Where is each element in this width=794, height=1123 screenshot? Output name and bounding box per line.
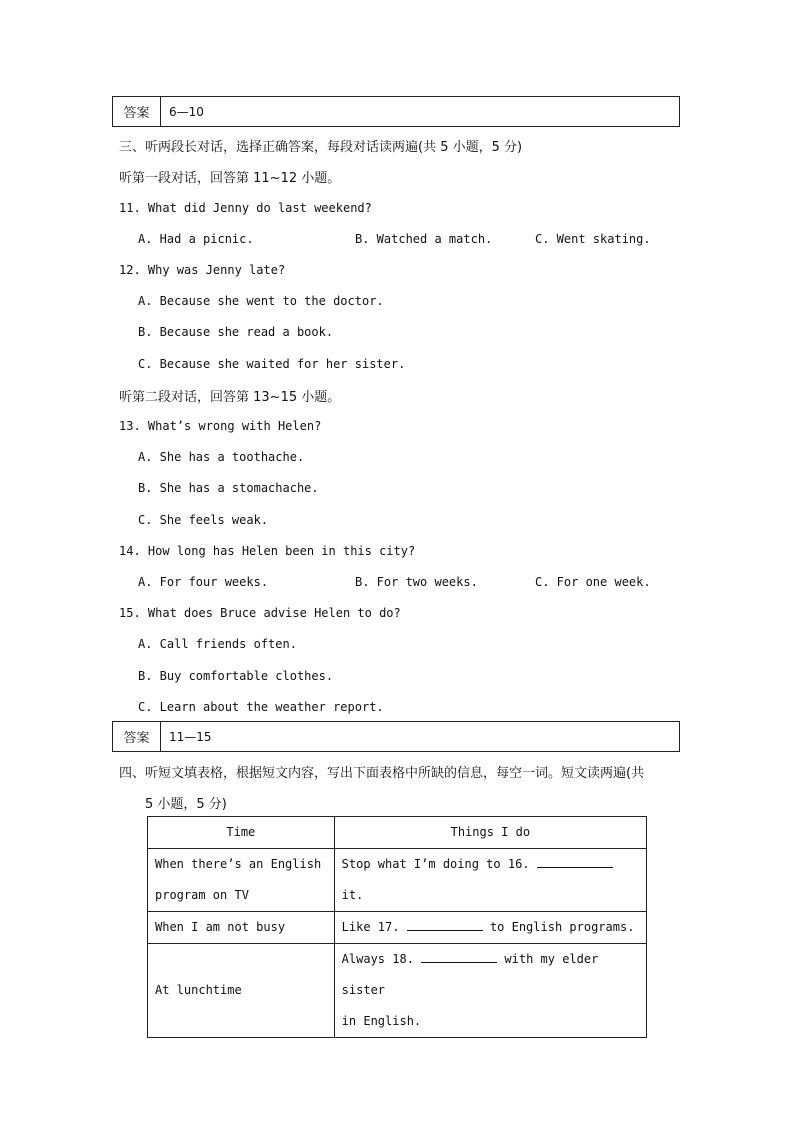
section3-part1-intro: 听第一段对话，回答第 11~12 小题。 [119,171,341,186]
q15-option-a: A. Call friends often. [138,637,297,651]
blank-18[interactable] [421,950,497,963]
q13-option-b: B. She has a stomachache. [138,481,319,495]
header-things: Things I do [334,817,646,849]
row2-text-after: to English programs. [489,920,635,934]
q14-option-b: B. For two weeks. [355,575,478,589]
q13-question: 13. What’s wrong with Helen? [119,419,322,433]
header-time: Time [148,817,335,849]
row1-text-after: it. [341,888,364,902]
q13-option-a: A. She has a toothache. [138,450,305,464]
q14-question: 14. How long has Helen been in this city? [119,544,416,558]
answer-value: 6—10 [169,104,204,119]
q11-option-b: B. Watched a match. [355,232,493,246]
section3-heading: 三、听两段长对话，选择正确答案，每段对话读两遍(共 5 小题，5 分) [119,140,523,155]
row3-text-line2: in English. [341,1014,422,1028]
row2-text-before: Like 17. [341,920,400,934]
answer-box-6-10 [112,96,680,127]
row3-text-before: Always 18. [341,952,414,966]
q14-option-a: A. For four weeks. [138,575,269,589]
answer-box-11-15 [112,721,680,752]
table-row [148,849,647,912]
answer-value: 11—15 [169,729,212,744]
row3-text-after: with my elder sister [341,952,599,997]
row2-things [334,912,646,944]
q14-option-c: C. For one week. [535,575,651,589]
row1-time-line1: When there’s an English [155,857,322,871]
row1-things [334,849,646,912]
q12-option-a: A. Because she went to the doctor. [138,294,384,308]
row1-text-before: Stop what I’m doing to 16. [341,857,530,871]
row1-time [148,849,335,912]
table-row [148,944,647,1038]
q11-option-c: C. Went skating. [535,232,651,246]
table-header-row [148,817,647,849]
q12-option-c: C. Because she waited for her sister. [138,357,406,371]
table-row [148,912,647,944]
row1-time-line2: program on TV [155,888,249,902]
q15-option-b: B. Buy comfortable clothes. [138,669,334,683]
section4-heading-line1: 四、听短文填表格，根据短文内容，写出下面表格中所缺的信息，每空一词。短文读两遍(共 [119,766,645,781]
blank-16[interactable] [537,855,613,868]
section3-part2-intro: 听第二段对话，回答第 13~15 小题。 [119,390,341,405]
info-table [147,816,647,1038]
q15-option-c: C. Learn about the weather report. [138,700,384,714]
q11-option-a: A. Had a picnic. [138,232,254,246]
q15-question: 15. What does Bruce advise Helen to do? [119,606,401,620]
q12-option-b: B. Because she read a book. [138,325,334,339]
section4-heading-line2: 5 小题，5 分) [145,797,227,812]
q13-option-c: C. She feels weak. [138,513,269,527]
row2-time: When I am not busy [148,912,335,944]
q12-question: 12. Why was Jenny late? [119,263,286,277]
answer-label: 答案 [113,722,161,751]
blank-17[interactable] [407,918,483,931]
answer-label: 答案 [113,97,161,126]
row3-time: At lunchtime [148,944,335,1038]
row3-things [334,944,646,1038]
q11-question: 11. What did Jenny do last weekend? [119,201,372,215]
